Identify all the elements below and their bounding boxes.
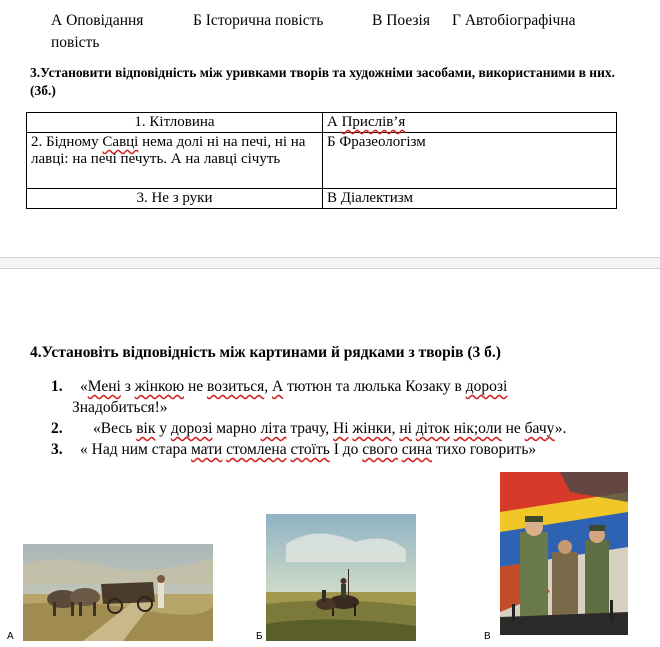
matching-table — [26, 112, 617, 209]
painting-a-image — [23, 544, 213, 641]
option-c: В Поезія — [372, 12, 430, 29]
spellcheck-word: Прислів’я — [341, 114, 406, 130]
item-number: 3. — [51, 441, 63, 458]
table-row — [27, 113, 617, 133]
table-cell: А Прислів’я — [323, 113, 617, 133]
image-a-label: А — [7, 631, 14, 642]
item-text: « Над ним стара мати стомлена стоїть І до свого сина тихо говорить» — [80, 441, 537, 458]
painting-c-image — [500, 472, 628, 635]
table-row — [27, 133, 617, 189]
table-cell: 1. Кітловина — [27, 113, 323, 133]
option-a: А Оповідання — [51, 12, 144, 29]
option-b: Б Історична повість — [193, 12, 324, 29]
list-item — [51, 439, 651, 460]
option-d: Г Автобіографічна — [452, 12, 576, 29]
question-4-title: 4.Установіть відповідність між картинами й рядками з творів (3 б.) — [30, 344, 501, 361]
cell-text: нема долі ні на печі, ні на лавці: на печі печуть. А на лавці січуть — [31, 134, 306, 167]
table-cell: Б Фразеологізм — [323, 133, 617, 189]
option-d-continuation: повість — [51, 34, 100, 51]
table-cell: В Діалектизм — [323, 189, 617, 209]
page-gap — [0, 258, 660, 268]
table-row — [27, 189, 617, 209]
item-text: «Мені з жінкою не возиться, А тютюн та люлька Козаку в дорозі — [80, 378, 508, 395]
item-number: 1. — [51, 378, 63, 395]
spellcheck-word: Савці — [102, 134, 139, 150]
item-text-line2: Знадобиться!» — [72, 399, 168, 416]
painting-b-image — [266, 514, 416, 641]
table-cell — [27, 133, 323, 189]
image-b-label: Б — [256, 631, 263, 642]
image-c-label: В — [484, 631, 491, 642]
table-cell: 3. Не з руки — [27, 189, 323, 209]
list-item — [51, 418, 651, 439]
page-divider — [0, 268, 660, 269]
item-number: 2. — [51, 420, 63, 437]
cell-text: 2. Бідному — [31, 134, 103, 150]
item-text: «Весь вік у дорозі марно літа трачу, Ні жінки, ні діток нік;оли не бачу». — [93, 420, 567, 437]
list-item — [51, 376, 611, 418]
question-3-title: 3.Установити відповідність між уривками творів та художніми засобами, використаними в них. (3б.) — [30, 65, 615, 98]
page-divider — [0, 257, 660, 258]
